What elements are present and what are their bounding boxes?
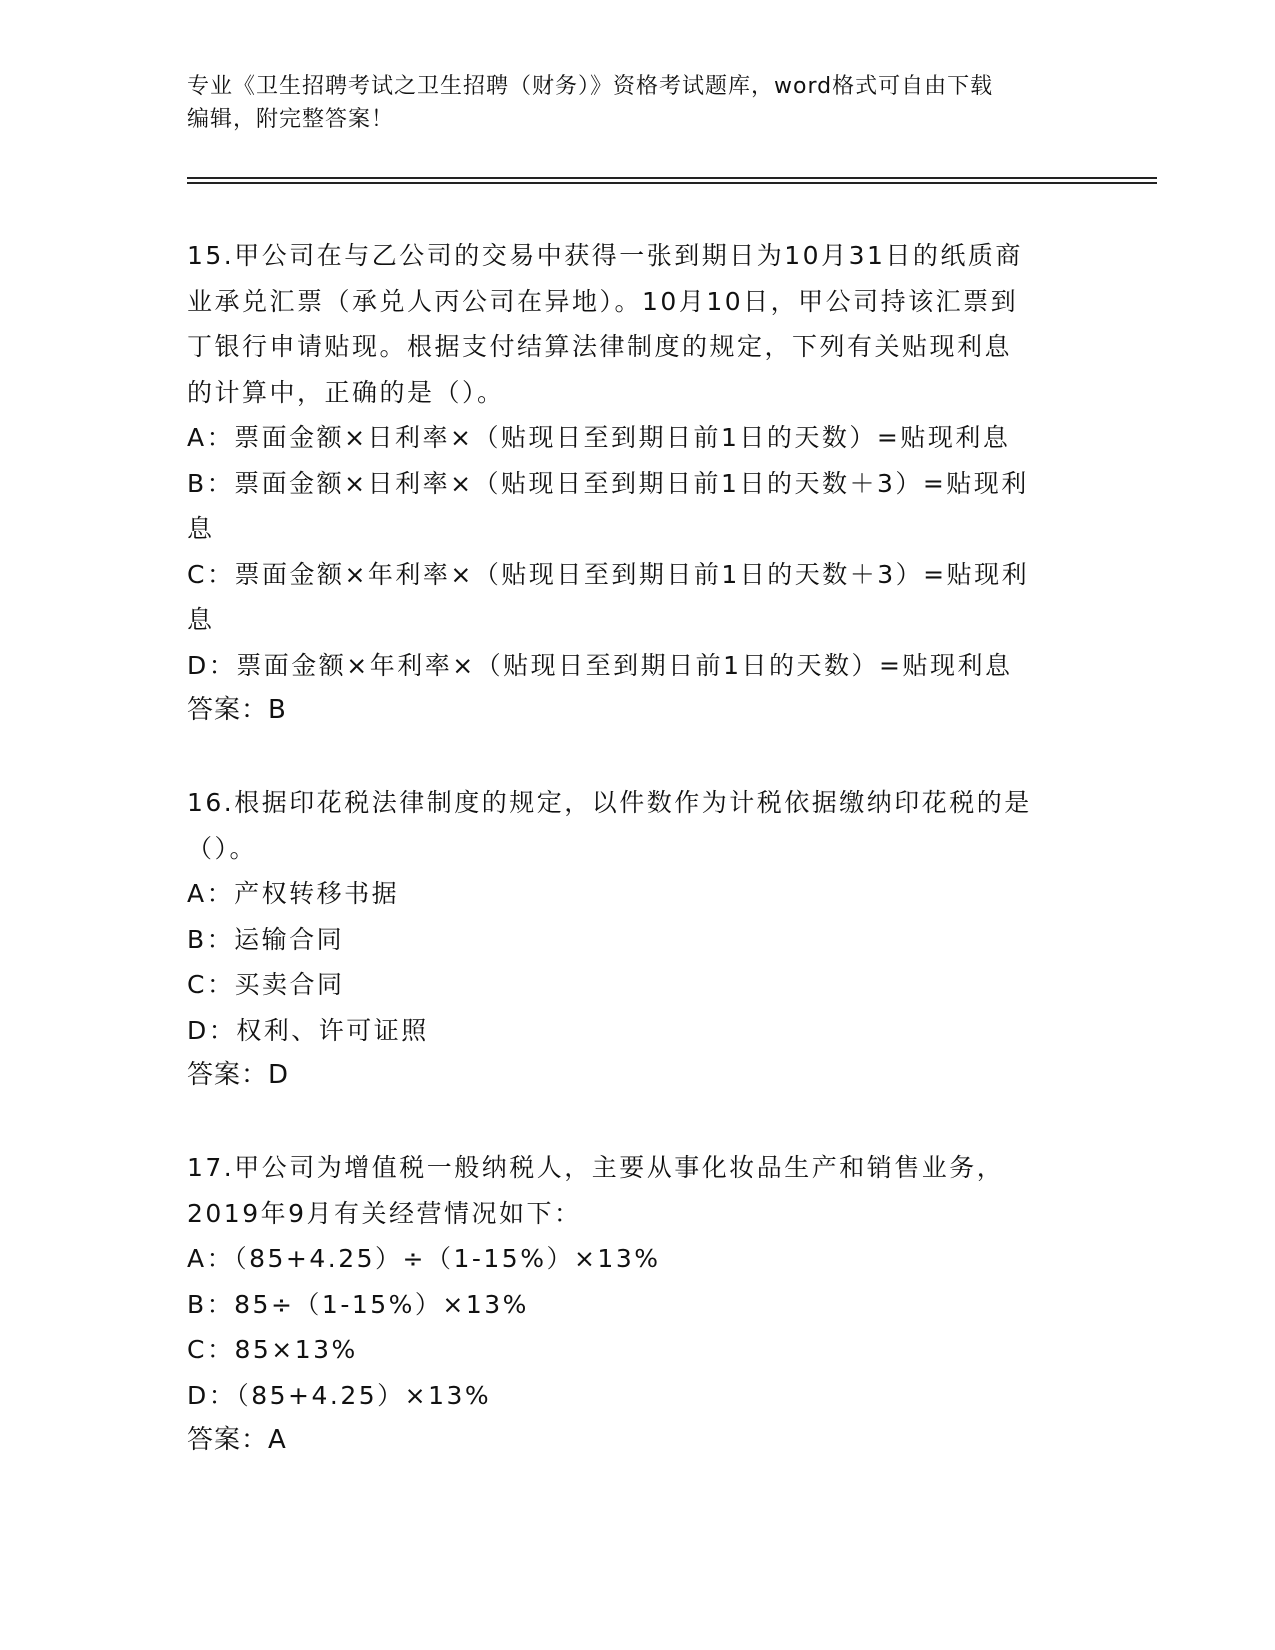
question-stem-line: 16.根据印花税法律制度的规定，以件数作为计税依据缴纳印花税的是	[187, 788, 1032, 817]
option-d: D：（85+4.25）×13%	[187, 1380, 492, 1410]
header-line: 编辑，附完整答案！	[187, 107, 395, 132]
question-15	[187, 233, 1087, 734]
header-divider	[187, 182, 1157, 184]
option-c: C：85×13%	[187, 1335, 358, 1364]
question-stem-line: 2019年9月有关经营情况如下：	[187, 1198, 582, 1228]
answer-label: 答案：D	[187, 1060, 290, 1090]
question-17	[187, 1145, 1087, 1464]
question-stem-line: 15.甲公司在与乙公司的交易中获得一张到期日为10月31日的纸质商	[187, 241, 1023, 270]
document-header	[187, 70, 1087, 136]
option-d: D：票面金额×年利率×（贴现日至到期日前1日的天数）=贴现利息	[187, 650, 1013, 680]
option-d: D：权利、许可证照	[187, 1015, 429, 1045]
question-stem-line: 业承兑汇票（承兑人丙公司在异地）。10月10日，甲公司持该汇票到	[187, 286, 1019, 316]
option-b: B：85÷（1-15%）×13%	[187, 1289, 529, 1319]
question-stem-line: 的计算中，正确的是（）。	[187, 377, 505, 407]
question-stem-line: 17.甲公司为增值税一般纳税人，主要从事化妆品生产和销售业务，	[187, 1153, 1005, 1182]
option-a: A：票面金额×日利率×（贴现日至到期日前1日的天数）=贴现利息	[187, 423, 1011, 452]
header-line: 专业《卫生招聘考试之卫生招聘（财务）》资格考试题库，word格式可自由下载	[187, 74, 994, 99]
question-stem-line: （）。	[187, 833, 258, 863]
header-divider	[187, 177, 1157, 179]
option-a: A：（85+4.25）÷（1-15%）×13%	[187, 1244, 661, 1273]
option-c: C：买卖合同	[187, 970, 345, 999]
option-c-continued: 息	[187, 605, 215, 634]
question-16	[187, 780, 1087, 1099]
option-a: A：产权转移书据	[187, 879, 400, 908]
option-b-continued: 息	[187, 514, 215, 543]
question-stem-line: 丁银行申请贴现。根据支付结算法律制度的规定，下列有关贴现利息	[187, 332, 1013, 361]
option-b: B：票面金额×日利率×（贴现日至到期日前1日的天数＋3）=贴现利	[187, 468, 1029, 498]
option-b: B：运输合同	[187, 924, 345, 954]
answer-label: 答案：A	[187, 1425, 287, 1455]
answer-label: 答案：B	[187, 695, 287, 725]
option-c: C：票面金额×年利率×（贴现日至到期日前1日的天数＋3）=贴现利	[187, 559, 1030, 589]
